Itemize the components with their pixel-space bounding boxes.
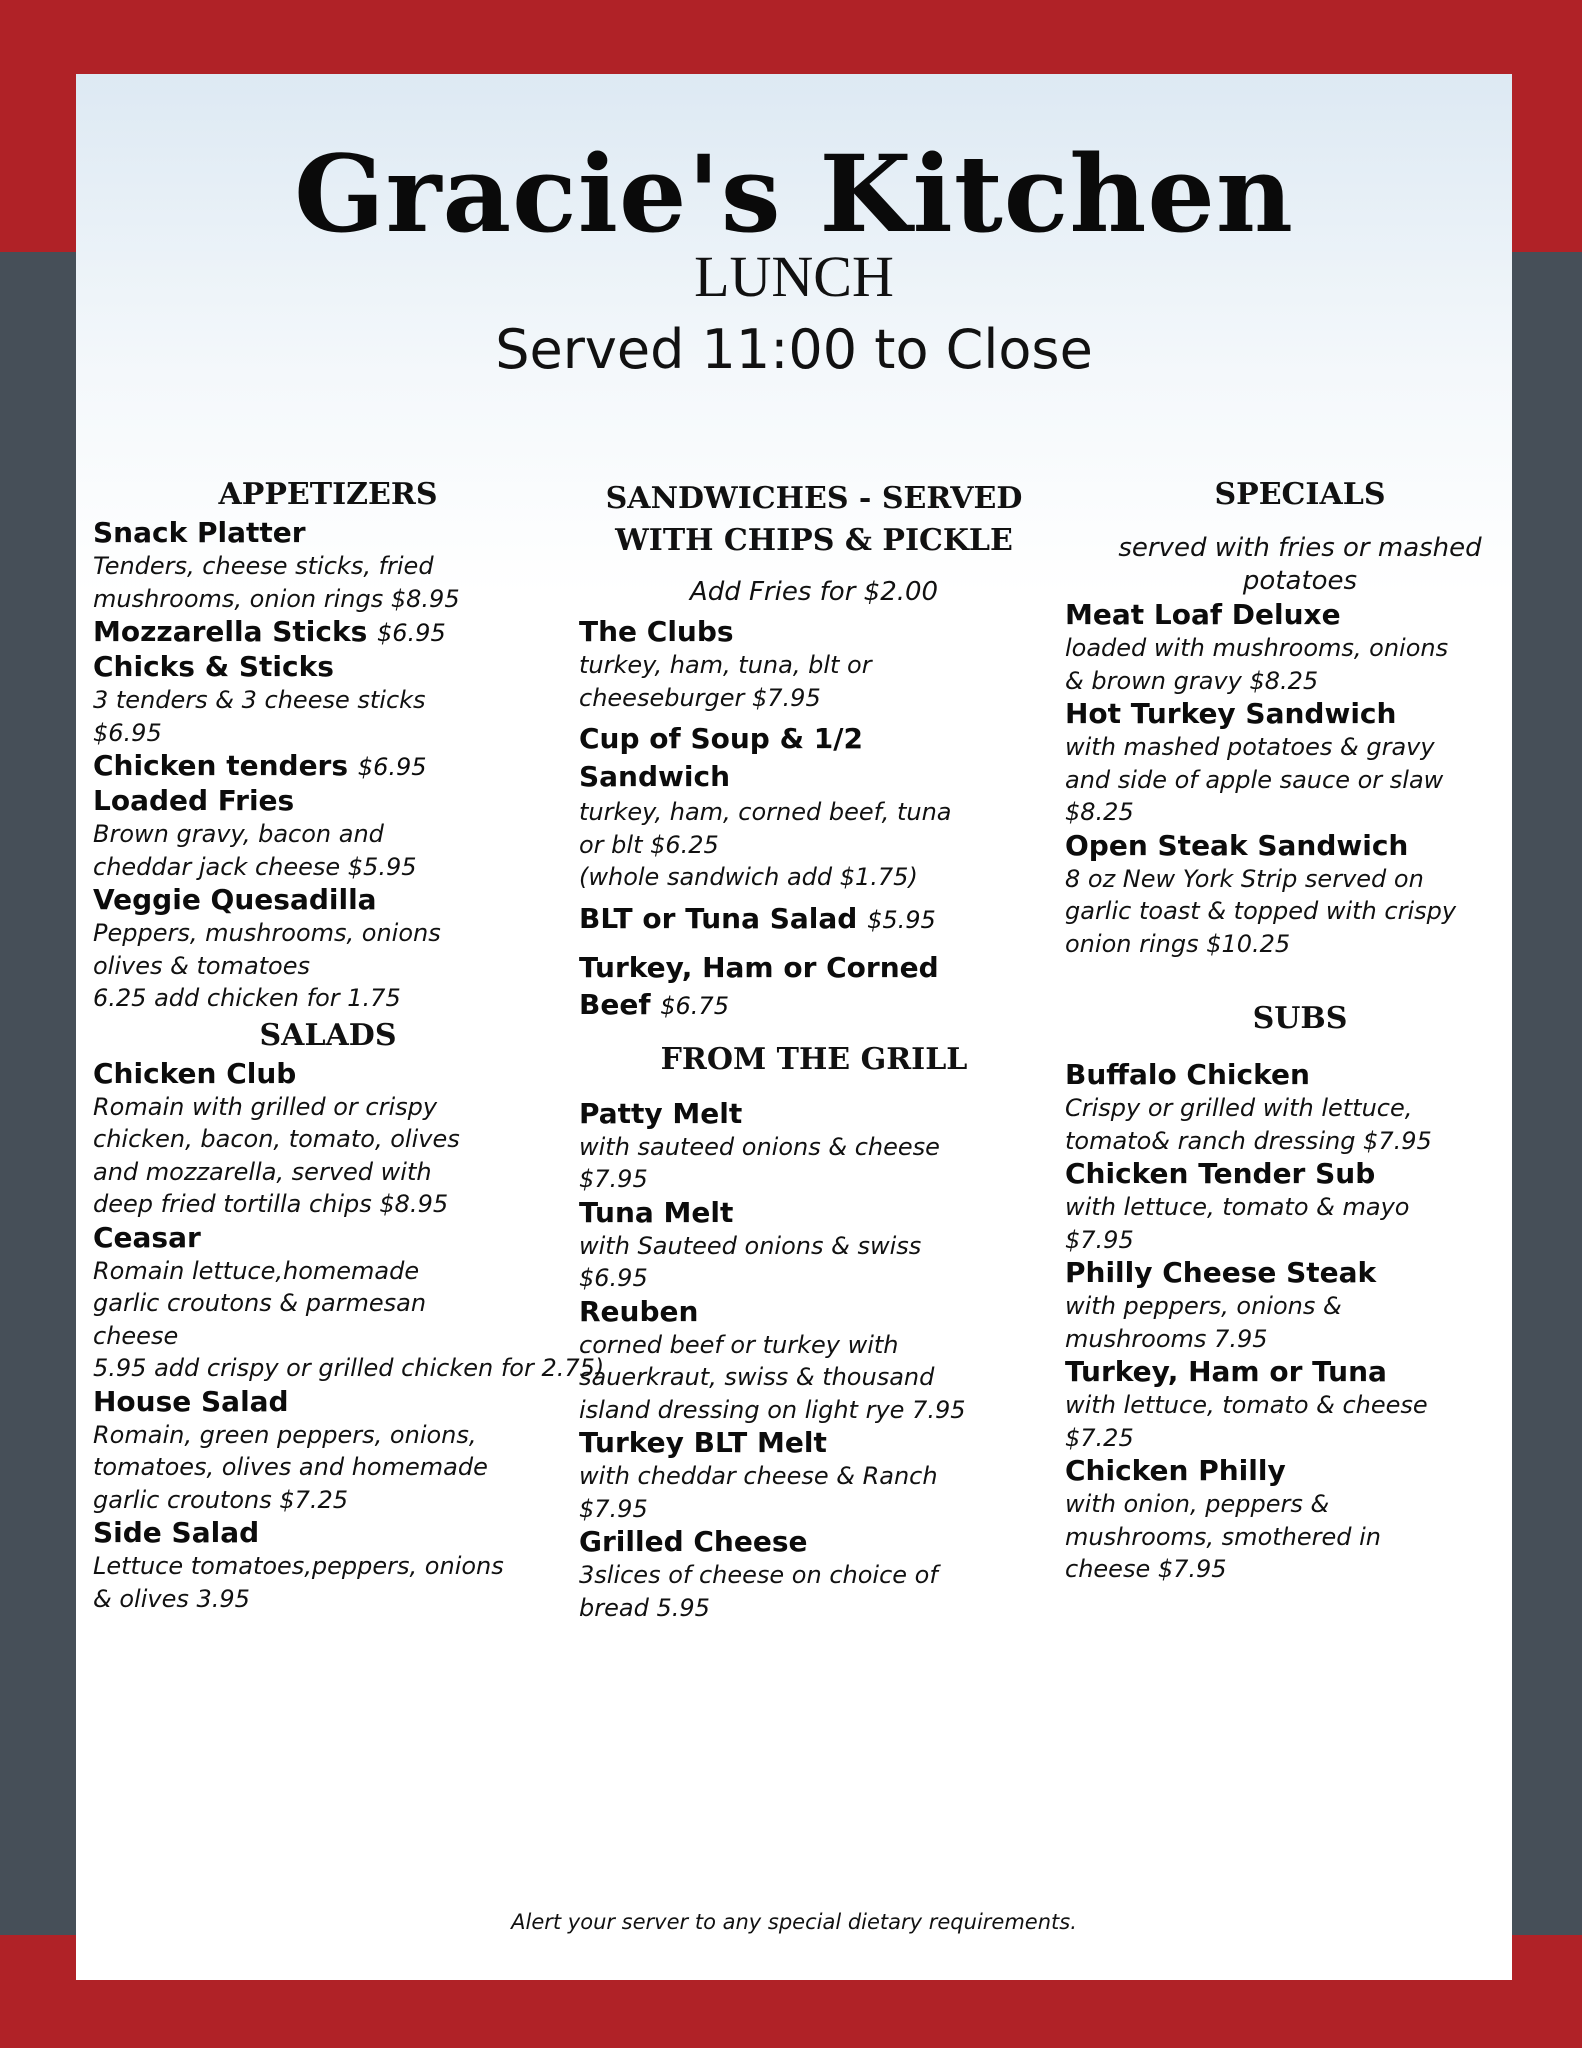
item-name: BLT or Tuna Salad: [579, 901, 858, 935]
menu-item: [1065, 697, 1535, 829]
menu-item: [93, 883, 563, 1015]
menu-item: [93, 516, 563, 615]
item-name-with-price: [579, 902, 1049, 937]
section-note-sandwiches: Add Fries for $2.00: [689, 577, 939, 607]
served-hours: Served 11:00 to Close: [495, 318, 1093, 381]
item-desc: corned beef or turkey with sauerkraut, swiss & thousand island dressing on light rye 7.95: [579, 1330, 966, 1424]
item-name: Buffalo Chicken: [1065, 1058, 1310, 1091]
item-desc: Romain with grilled or crispy chicken, bacon, tomato, olives and mozzarella, served with deep fried tortilla chips $8.95: [93, 1092, 460, 1218]
item-desc: with Sauteed onions & swiss $6.95: [579, 1231, 922, 1292]
menu-item: [1065, 1355, 1535, 1454]
menu-item: [93, 650, 563, 749]
item-desc: Tenders, cheese sticks, fried mushrooms, onion rings $8.95: [93, 552, 460, 613]
item-name: Snack Platter: [93, 516, 306, 549]
section-note-specials: served with fries or mashed potatoes: [1118, 533, 1482, 596]
menu-item: [93, 1385, 563, 1517]
item-name: Hot Turkey Sandwich: [1065, 697, 1397, 730]
item-name: Ceasar: [93, 1220, 201, 1254]
item-desc: with cheddar cheese & Ranch $7.95: [579, 1462, 938, 1523]
item-desc: 3slices of cheese on choice of bread 5.95: [579, 1561, 938, 1622]
restaurant-title: Gracie's Kitchen: [294, 131, 1294, 256]
item-desc: Peppers, mushrooms, onions olives & tomatoes 6.25 add chicken for 1.75: [93, 919, 441, 1012]
item-desc: loaded with mushrooms, onions & brown gravy $8.25: [1065, 634, 1449, 695]
item-name: Turkey, Ham or Corned Beef: [579, 950, 939, 1021]
item-name: The Clubs: [579, 615, 734, 648]
item-desc: Lettuce tomatoes,peppers, onions & olives 3.95: [93, 1552, 504, 1613]
menu-item: [93, 784, 563, 883]
menu-item: [93, 615, 563, 650]
menu-item: [1065, 1157, 1535, 1256]
menu-item: [579, 1426, 1049, 1525]
item-desc: turkey, ham, corned beef, tuna or blt $6.25 (whole sandwich add $1.75): [579, 798, 952, 891]
item-desc: with peppers, onions & mushrooms 7.95: [1065, 1292, 1342, 1353]
item-name: Meat Loaf Deluxe: [1065, 598, 1341, 631]
menu-item: [93, 1057, 563, 1221]
menu-item: [579, 1295, 1049, 1427]
menu-item: [1065, 1058, 1535, 1157]
section-title-subs: SUBS: [1252, 1001, 1348, 1036]
section-title-appetizers: APPETIZERS: [218, 477, 438, 512]
dietary-footer-note: Alert your server to any special dietary requirements.: [511, 1910, 1077, 1934]
section-title-salads: SALADS: [259, 1017, 397, 1053]
item-desc: 3 tenders & 3 cheese sticks $6.95: [93, 686, 426, 747]
item-name: Mozzarella Sticks: [93, 615, 368, 648]
item-desc: with lettuce, tomato & mayo $7.95: [1065, 1193, 1410, 1254]
item-name: Chicken Philly: [1065, 1454, 1286, 1487]
item-name: Philly Cheese Steak: [1065, 1256, 1377, 1289]
item-desc: with sauteed onions & cheese $7.95: [579, 1132, 940, 1193]
item-desc: with mashed potatoes & gravy and side of apple sauce or slaw $8.25: [1065, 733, 1444, 826]
menu-panel: [76, 74, 1512, 1980]
item-price: $6.95: [357, 753, 427, 781]
menu-item: [579, 720, 1049, 894]
menu-item: [93, 1516, 563, 1615]
menu-item: [579, 615, 1049, 714]
item-name: Chicks & Sticks: [93, 650, 334, 683]
section-title-specials: SPECIALS: [1214, 477, 1386, 512]
menu-item: [579, 1097, 1049, 1196]
item-name: Tuna Melt: [579, 1195, 734, 1229]
menu-item: [579, 1196, 1049, 1295]
item-name-with-price: [579, 949, 1049, 1025]
item-name: Side Salad: [93, 1516, 260, 1549]
item-price: $6.75: [660, 991, 729, 1020]
section-title-sandwiches: SANDWICHES - SERVED WITH CHIPS & PICKLE: [605, 481, 1023, 558]
item-name: Patty Melt: [579, 1096, 743, 1130]
column-right: [1065, 474, 1535, 1586]
item-name: Reuben: [579, 1294, 699, 1328]
menu-item: [1065, 829, 1535, 961]
item-desc: Brown gravy, bacon and cheddar jack cheese $5.95: [93, 820, 417, 881]
meal-subtitle: LUNCH: [694, 244, 894, 309]
item-name: Cup of Soup & 1/2 Sandwich: [579, 722, 863, 793]
item-desc: with onion, peppers & mushrooms, smothered in cheese $7.95: [1065, 1490, 1382, 1583]
item-name: Chicken Tender Sub: [1065, 1157, 1376, 1190]
item-desc: Crispy or grilled with lettuce, tomato& ranch dressing $7.95: [1065, 1094, 1432, 1155]
menu-item: [579, 949, 1049, 1025]
item-price: $5.95: [867, 905, 936, 934]
menu-item: [93, 749, 563, 784]
item-name: Chicken tenders: [93, 749, 349, 782]
item-extra: 5.95 add crispy or grilled chicken for 2.75): [93, 1354, 605, 1382]
column-middle: [579, 474, 1049, 1624]
item-name: Turkey BLT Melt: [579, 1426, 827, 1459]
item-desc: Romain lettuce,homemade garlic croutons & parmesan cheese: [93, 1256, 427, 1350]
menu-item: [93, 1220, 605, 1385]
item-name-with-price: [93, 615, 563, 650]
item-name: Turkey, Ham or Tuna: [1065, 1355, 1387, 1388]
item-desc: turkey, ham, tuna, blt or cheeseburger $7.95: [579, 651, 872, 712]
menu-item: [1065, 598, 1535, 697]
item-name: House Salad: [93, 1384, 289, 1418]
item-desc: 8 oz New York Strip served on garlic toast & topped with crispy onion rings $10.25: [1065, 864, 1457, 958]
column-left: [93, 474, 605, 1615]
section-title-grill: FROM THE GRILL: [660, 1041, 968, 1077]
menu-item: [579, 1525, 1049, 1624]
item-desc: Romain, green peppers, onions, tomatoes, olives and homemade garlic croutons $7.25: [93, 1420, 488, 1514]
item-name: Chicken Club: [93, 1056, 297, 1090]
menu-item: [1065, 1256, 1535, 1355]
item-name: Veggie Quesadilla: [93, 883, 377, 916]
menu-item: [1065, 1454, 1535, 1586]
item-name: Loaded Fries: [93, 784, 295, 817]
item-name-with-price: [93, 749, 563, 784]
item-name: Grilled Cheese: [579, 1525, 808, 1558]
item-desc: with lettuce, tomato & cheese $7.25: [1065, 1391, 1428, 1452]
menu-item: [579, 902, 1049, 937]
item-name: Open Steak Sandwich: [1065, 828, 1409, 862]
item-price: $6.95: [377, 619, 446, 647]
